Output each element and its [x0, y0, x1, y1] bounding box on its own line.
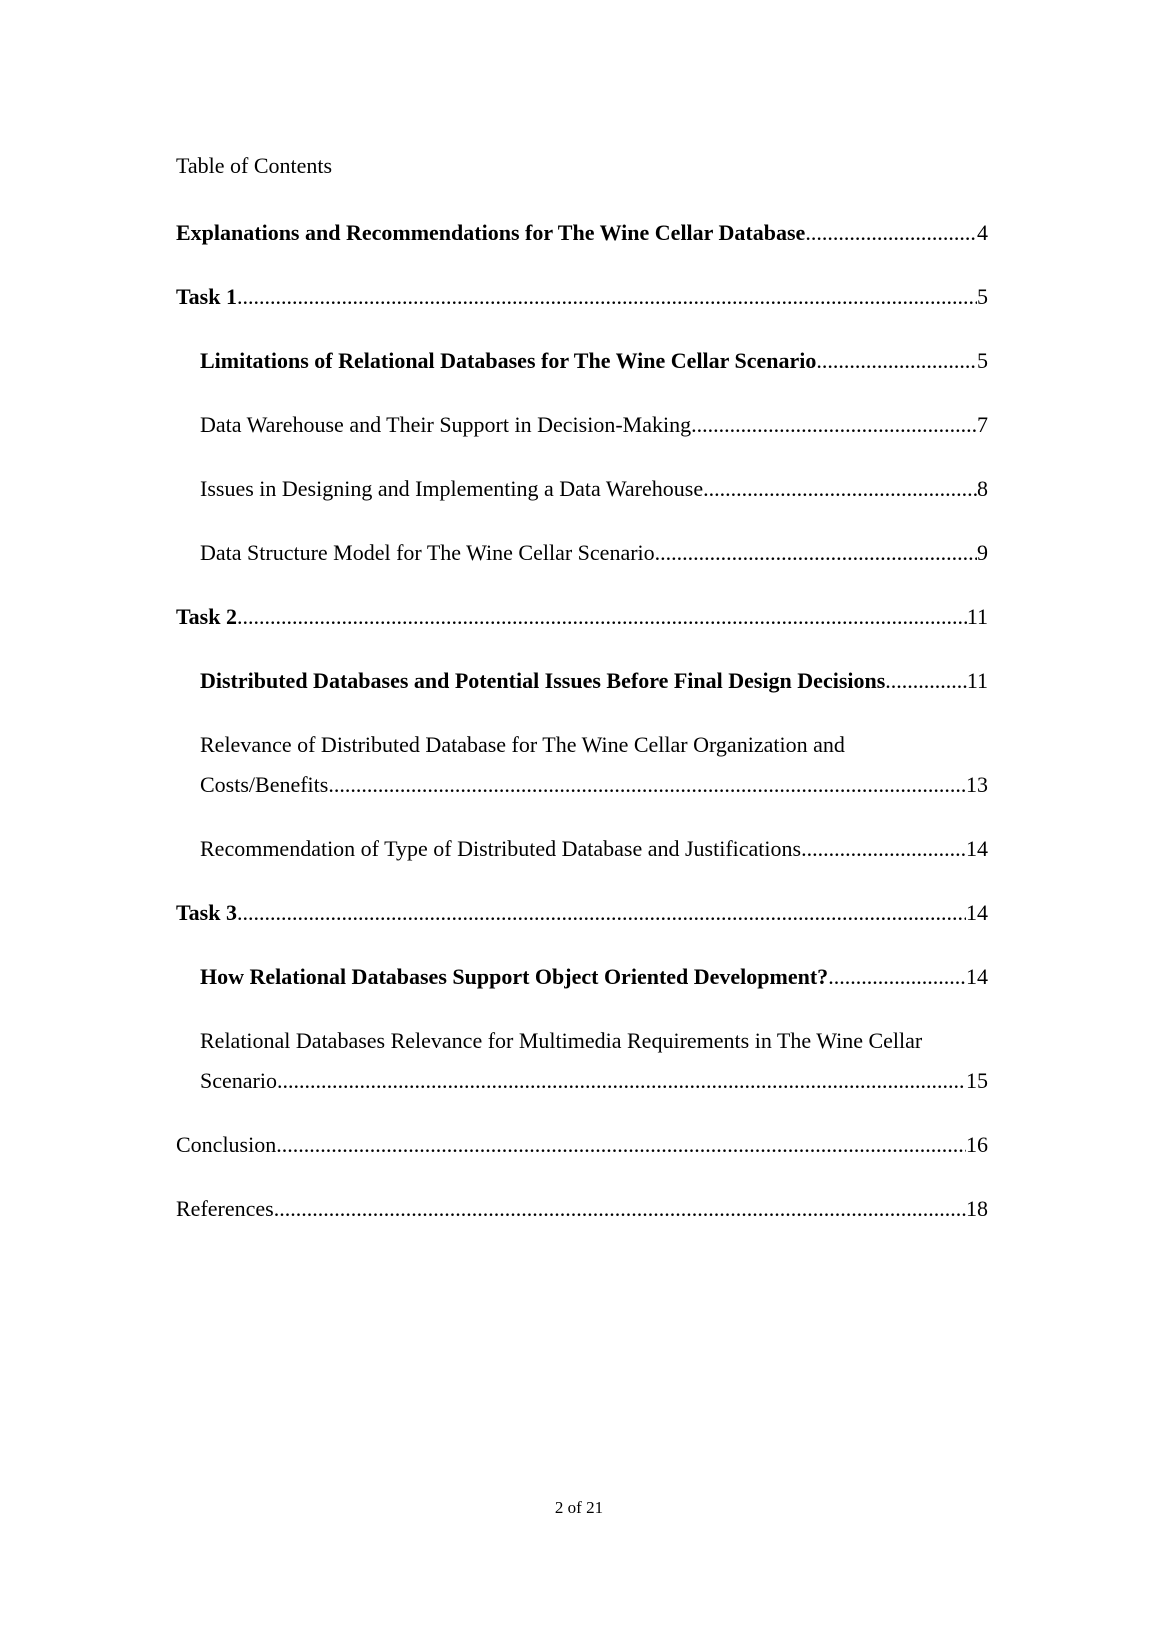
- dot-leader: [703, 469, 977, 509]
- toc-entry-text: Relational Databases Relevance for Multimedia Requirements in The Wine Cellar: [200, 1028, 923, 1053]
- toc-entry-object-oriented[interactable]: [176, 957, 988, 997]
- toc-entry-page: 7: [977, 412, 988, 437]
- toc-entry-limitations[interactable]: [176, 341, 988, 381]
- dot-leader: [816, 341, 977, 381]
- toc-entry-page: 8: [977, 476, 988, 501]
- toc-entry-page: 14: [966, 836, 988, 861]
- dot-leader: [277, 1061, 966, 1101]
- toc-entry-task-1[interactable]: [176, 277, 988, 317]
- toc-entry-text: Explanations and Recommendations for The Wine Cellar Database: [176, 220, 806, 245]
- toc-entry-text: Task 1: [176, 284, 237, 309]
- dot-leader: [691, 405, 977, 445]
- toc-entry-task-2[interactable]: [176, 597, 988, 637]
- toc-heading: Table of Contents: [176, 153, 333, 178]
- toc-entry-text-continued: Scenario: [200, 1068, 277, 1093]
- dot-leader: [237, 277, 977, 317]
- toc-entry-page: 11: [966, 604, 988, 629]
- toc-entry-explanations[interactable]: [176, 213, 988, 253]
- dot-leader: [237, 893, 966, 933]
- toc-entry-text: Relevance of Distributed Database for The Wine Cellar Organization and: [200, 732, 845, 757]
- toc-entry-references[interactable]: [176, 1189, 988, 1229]
- toc-entry-page: 9: [977, 540, 988, 565]
- toc-entry-text: Data Warehouse and Their Support in Decision-Making: [200, 412, 692, 437]
- toc-entry-data-structure-model[interactable]: [176, 533, 988, 573]
- toc-entry-text: Distributed Databases and Potential Issues Before Final Design Decisions: [200, 668, 886, 693]
- toc-entry-page: 14: [966, 964, 988, 989]
- toc-entry-recommendation-type[interactable]: [176, 829, 988, 869]
- toc-entry-page: 14: [966, 900, 988, 925]
- toc-entry-page: 15: [966, 1068, 988, 1093]
- toc-entry-page: 13: [966, 772, 988, 797]
- toc-entry-text: Recommendation of Type of Distributed Database and Justifications: [200, 836, 802, 861]
- dot-leader: [276, 1125, 966, 1165]
- table-of-contents: [176, 213, 988, 1253]
- toc-entry-page: 16: [966, 1132, 988, 1157]
- toc-entry-issues-designing[interactable]: [176, 469, 988, 509]
- toc-entry-relevance-distributed[interactable]: [176, 725, 988, 805]
- dot-leader: [274, 1189, 966, 1229]
- page-number-footer: 2 of 21: [554, 1498, 604, 1517]
- toc-entry-text: Task 2: [176, 604, 237, 629]
- dot-leader: [237, 597, 967, 637]
- toc-entry-conclusion[interactable]: [176, 1125, 988, 1165]
- dot-leader: [828, 957, 966, 997]
- dot-leader: [801, 829, 966, 869]
- toc-entry-page: 5: [977, 348, 988, 373]
- toc-entry-page: 18: [966, 1196, 988, 1221]
- dot-leader: [805, 213, 977, 253]
- dot-leader: [655, 533, 977, 573]
- toc-entry-text: Conclusion: [176, 1132, 277, 1157]
- toc-entry-text: References: [176, 1196, 274, 1221]
- toc-entry-distributed-databases[interactable]: [176, 661, 988, 701]
- dot-leader: [885, 661, 967, 701]
- toc-entry-text: How Relational Databases Support Object Oriented Development?: [200, 964, 829, 989]
- toc-entry-page: 4: [977, 220, 988, 245]
- toc-entry-multimedia-relevance[interactable]: [176, 1021, 988, 1101]
- toc-entry-text: Issues in Designing and Implementing a Data Warehouse: [200, 476, 704, 501]
- toc-entry-text: Data Structure Model for The Wine Cellar Scenario: [200, 540, 655, 565]
- toc-entry-task-3[interactable]: [176, 893, 988, 933]
- toc-entry-data-warehouse[interactable]: [176, 405, 988, 445]
- dot-leader: [328, 765, 966, 805]
- toc-entry-text-continued: Costs/Benefits: [200, 772, 329, 797]
- toc-entry-text: Task 3: [176, 900, 237, 925]
- toc-entry-page: 5: [977, 284, 988, 309]
- toc-entry-page: 11: [966, 668, 988, 693]
- toc-entry-text: Limitations of Relational Databases for The Wine Cellar Scenario: [200, 348, 817, 373]
